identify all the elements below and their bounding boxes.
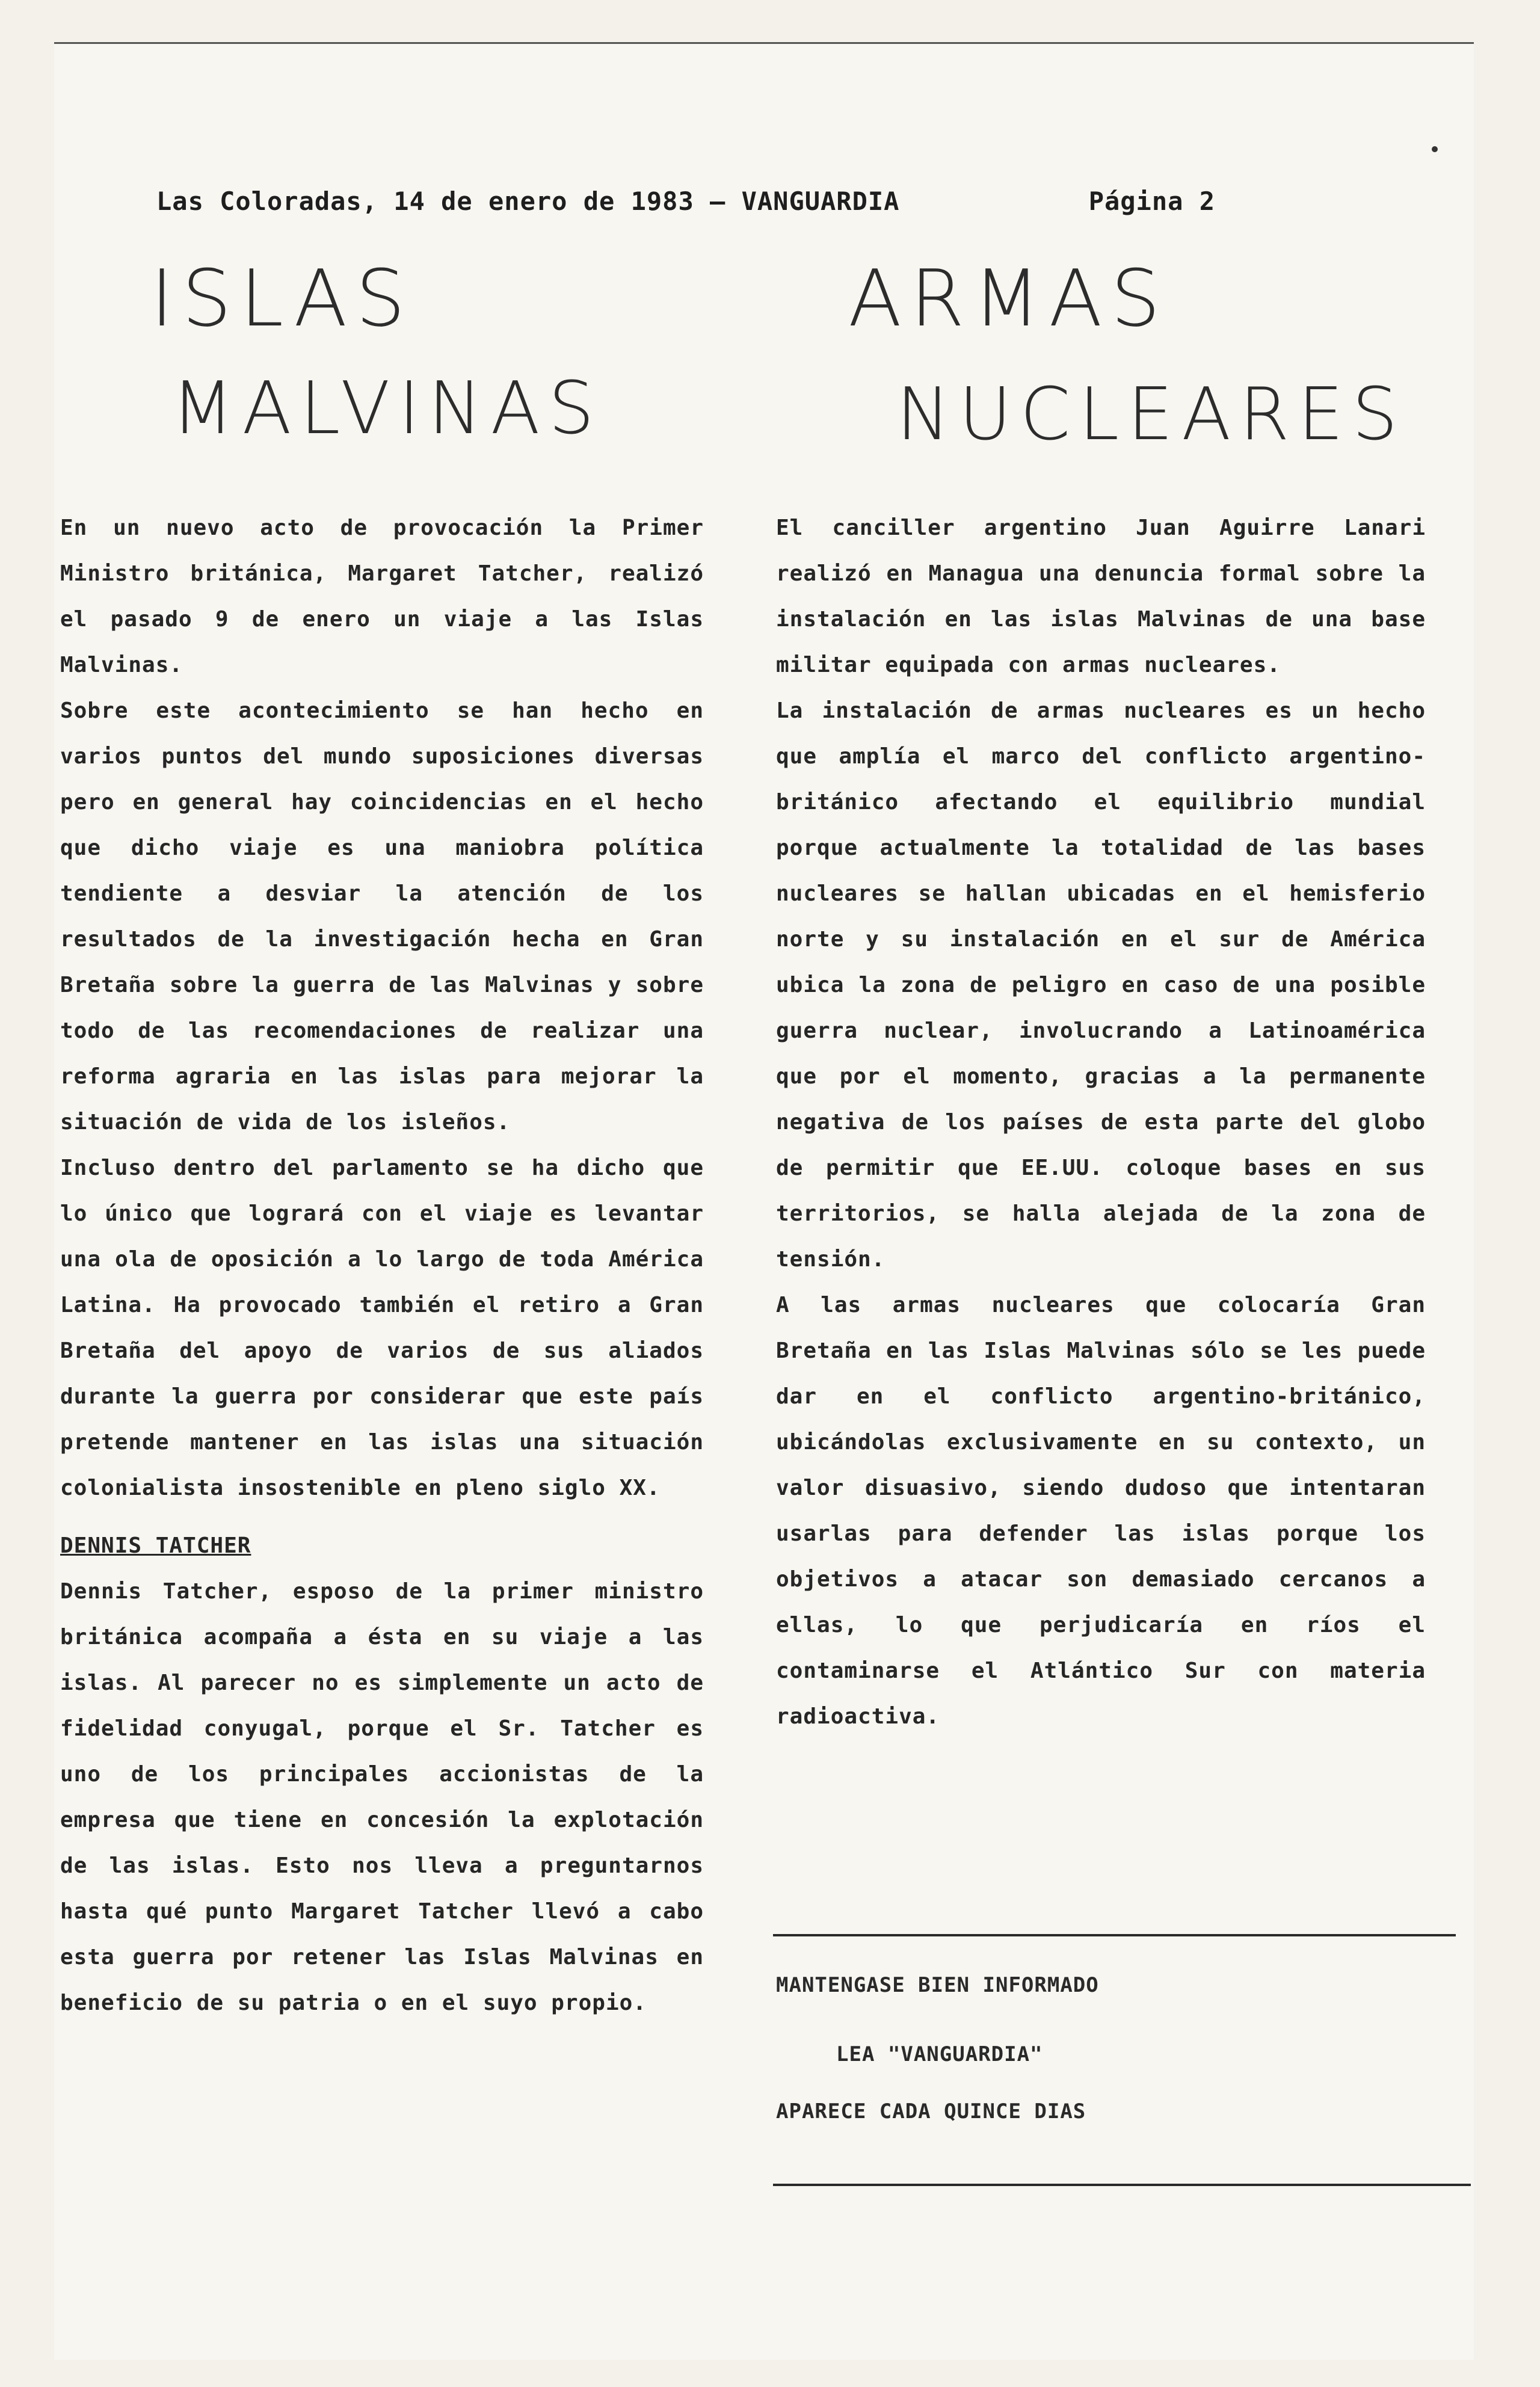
paragraph: A las armas nucleares que colocaría Gran Bretaña en las Islas Malvinas sólo se les puede dar en el conflicto argentino-británico, ubicándolas exclusivamente en su contexto, un valor disuasivo, siendo dudoso que intentaran usarlas para defender las islas porque los objetivos a atacar son demasiado cercanos a ellas, lo que perjudicaría en ríos el contaminarse el Atlántico Sur con materia radioactiva. [776,1293,1426,1729]
page-header [156,186,1215,216]
paragraph: El canciller argentino Juan Aguirre Lanari realizó en Managua una denuncia formal sobre la instalación en las islas Malvinas de una base militar equipada con armas nucleares. [776,516,1426,677]
right-column [776,505,1426,1740]
ink-spot [1432,146,1438,152]
left-column [60,505,704,2026]
paragraph: Incluso dentro del parlamento se ha dicho que lo único que logrará con el viaje es levantar una ola de oposición a lo largo de toda América Latina. Ha provocado también el retiro a Gran Bretaña del apoyo de varios de sus aliados durante la guerra por considerar que este país pretende mantener en las islas una situación colonialista insostenible en pleno siglo XX. [60,1156,704,1500]
notice-line1: MANTENGASE BIEN INFORMADO [776,1973,1099,1997]
notice-line3: APARECE CADA QUINCE DIAS [776,2099,1086,2124]
subheading: DENNIS TATCHER [60,1533,251,1558]
notice-line2: LEA "VANGUARDIA" [836,2042,1043,2066]
divider-bottom [773,2184,1471,2186]
paragraph: En un nuevo acto de provocación la Primer Ministro británica, Margaret Tatcher, realizó el pasado 9 de enero un viaje a las Islas Malvinas. [60,516,704,677]
left-title-line1: ISLAS [150,253,414,344]
paragraph: Dennis Tatcher, esposo de la primer ministro británica acompaña a ésta en su viaje a las islas. Al parecer no es simplemente un acto de fidelidad conyugal, porque el Sr. Tatcher es uno de los principales accionistas de la empresa que tiene en concesión la explotación de las islas. Esto nos lleva a preguntarnos hasta qué punto Margaret Tatcher llevó a cabo esta guerra por retener las Islas Malvinas en beneficio de su patria o en el suyo propio. [60,1579,704,2015]
paragraph: Sobre este acontecimiento se han hecho en varios puntos del mundo suposiciones diversas pero en general hay coincidencias en el hecho que dicho viaje es una maniobra política tendiente a desviar la atención de los resultados de la investigación hecha en Gran Bretaña sobre la guerra de las Malvinas y sobre todo de las recomendaciones de realizar una reforma agraria en las islas para mejorar la situación de vida de los isleños. [60,698,704,1135]
dateline: Las Coloradas, 14 de enero de 1983 — VANGUARDIA [156,186,900,216]
paragraph: La instalación de armas nucleares es un hecho que amplía el marco del conflicto argentino-británico afectando el equilibrio mundial porque actualmente la totalidad de las bases nucleares se hallan ubicadas en el hemisferio norte y su instalación en el sur de América ubica la zona de peligro en caso de una posible guerra nuclear, involucrando a Latinoamérica que por el momento, gracias a la permanente negativa de los países de esta parte del globo de permitir que EE.UU. coloque bases en sus territorios, se halla alejada de la zona de tensión. [776,698,1426,1272]
divider-top [773,1934,1456,1936]
right-title-line2: NUCLEARES [896,373,1406,457]
page-number: Página 2 [1088,186,1215,216]
left-title-line2: MALVINAS [171,367,603,451]
right-title-line1: ARMAS [848,253,1169,344]
